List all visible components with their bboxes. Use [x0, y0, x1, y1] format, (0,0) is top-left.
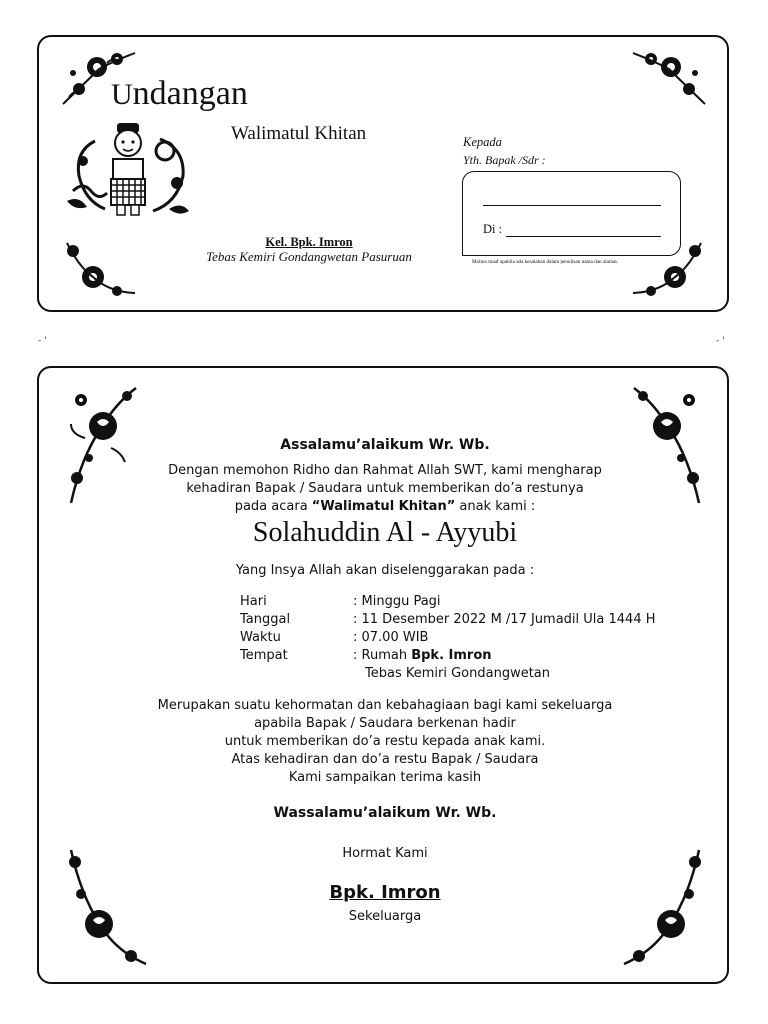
envelope-title	[111, 75, 248, 113]
intro-line: kehadiran Bapak / Saudara untuk memberikan do’a restunya	[186, 481, 584, 496]
closing-line: Atas kehadiran dan do’a restu Bapak / Saudara	[231, 752, 539, 767]
intro-line	[39, 498, 731, 516]
hari-label: Hari	[240, 594, 267, 609]
flower-ornament-icon	[629, 49, 709, 109]
tempat-label: Tempat	[240, 648, 288, 663]
tempat-prefix: : Rumah	[353, 648, 412, 663]
di-label: Di :	[483, 222, 503, 236]
recipient-address-line[interactable]	[506, 236, 661, 237]
hari-value: : Minggu Pagi	[353, 594, 441, 609]
intro-line: Dengan memohon Ridho dan Rahmat Allah SWT, kami mengharap	[168, 463, 602, 478]
closing-paragraph	[39, 697, 731, 787]
closing-line: Kami sampaikan terima kasih	[288, 770, 482, 785]
hormat-kami: Hormat Kami	[342, 846, 428, 861]
flower-ornament-icon	[59, 237, 139, 302]
signer-name: Bpk. Imron	[329, 882, 441, 903]
closing-line: apabila Bapak / Saudara berkenan hadir	[254, 716, 516, 731]
tanggal-value: : 11 Desember 2022 M /17 Jumadil Ula 1444 H	[353, 612, 656, 627]
intro-text: pada acara	[234, 499, 312, 514]
crop-mark-left: - '	[38, 336, 47, 346]
event-name: “Walimatul Khitan”	[311, 499, 456, 514]
waktu-label: Waktu	[240, 630, 281, 645]
waktu-value: : 07.00 WIB	[353, 630, 429, 645]
tempat-value	[353, 648, 492, 663]
envelope-subtitle: Walimatul Khitan	[231, 123, 367, 144]
yth-label: Yth. Bapak /Sdr :	[463, 153, 546, 167]
tempat-address: Tebas Kemiri Gondangwetan	[365, 666, 551, 681]
recipient-box	[462, 171, 681, 256]
closing-greeting: Wassalamu’alaikum Wr. Wb.	[273, 805, 497, 821]
crop-mark-right: - '	[716, 336, 725, 346]
intro-text: anak kami :	[455, 499, 536, 514]
child-name: Solahuddin Al - Ayyubi	[252, 517, 518, 548]
envelope-address: Tebas Kemiri Gondangwetan Pasuruan	[206, 249, 412, 264]
recipient-name-line[interactable]	[483, 205, 661, 206]
boy-illustration-icon	[65, 121, 190, 221]
tempat-host: Bpk. Imron	[411, 648, 492, 663]
signer-subtitle: Sekeluarga	[348, 909, 422, 924]
envelope-card	[37, 35, 729, 312]
intro-paragraph	[39, 462, 731, 516]
held-text: Yang Insya Allah akan diselenggarakan pada :	[235, 563, 535, 578]
closing-line: Merupakan suatu kehormatan dan kebahagiaan bagi kami sekeluarga	[157, 698, 613, 713]
apology-note: Mohon maaf apabila ada kesalahan dalam penulisan nama dan alamat.	[472, 259, 619, 265]
closing-line: untuk memberikan do’a restu kepada anak kami.	[224, 734, 546, 749]
letter-card	[37, 366, 729, 984]
opening-greeting: Assalamu’alaikum Wr. Wb.	[280, 437, 490, 453]
envelope-family: Kel. Bpk. Imron	[265, 235, 353, 249]
title-initial: U	[111, 78, 133, 111]
title-rest: ndangan	[132, 75, 248, 112]
tanggal-label: Tanggal	[240, 612, 291, 627]
kepada-label: Kepada	[463, 135, 502, 149]
